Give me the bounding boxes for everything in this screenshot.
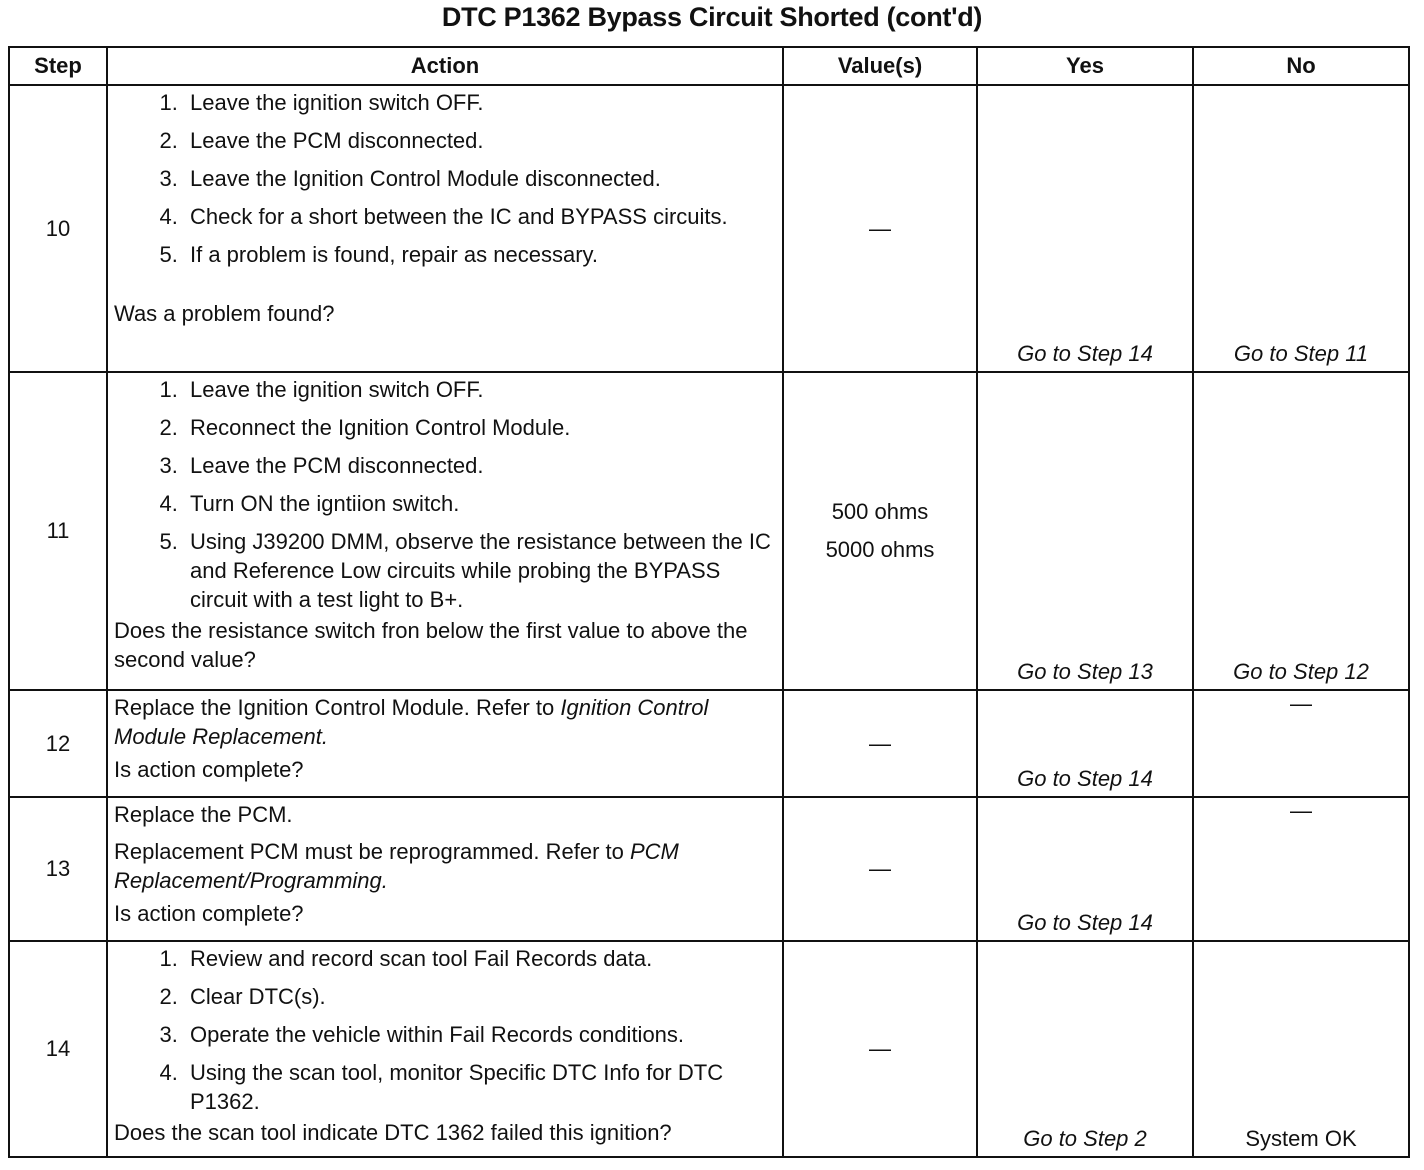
action-steps [114,944,776,1116]
step-number: 10 [9,85,107,372]
value-cell: — [783,690,977,797]
reference-link: Ignition Control Module Replacement. [114,695,709,749]
no-cell: — [1193,797,1409,941]
action-question: Is action complete? [114,757,304,782]
action-cell [107,85,783,372]
yes-cell [977,372,1193,690]
action-step: 5. Using J39200 DMM, observe the resistance between the IC and Reference Low circuits while probing the BYPASS circuit with a test light to B+. [184,527,776,614]
action-step: 1. Review and record scan tool Fail Records data. [184,944,776,973]
table-row-step-14 [9,941,1409,1157]
reference-link: PCM Replacement/Programming. [114,839,679,893]
action-step: 3. Operate the vehicle within Fail Records conditions. [184,1020,776,1049]
value-low: 500 ohms [831,499,929,524]
action-step: 1. Leave the ignition switch OFF. [184,88,776,117]
action-step: 3. Leave the Ignition Control Module disconnected. [184,164,776,193]
action-line: Replace the PCM. [114,802,293,827]
page-title: DTC P1362 Bypass Circuit Shorted (cont'd) [441,2,983,32]
table-row-step-12 [9,690,1409,797]
action-cell [107,941,783,1157]
value-high: 5000 ohms [825,537,935,562]
action-step: 3. Leave the PCM disconnected. [184,451,776,480]
action-steps [114,375,776,614]
col-header-step: Step [9,47,107,85]
table-row-step-11 [9,372,1409,690]
value-cell [783,372,977,690]
action-question: Does the scan tool indicate DTC 1362 failed this ignition? [114,1120,672,1145]
action-sentence: Replacement PCM must be reprogrammed. Refer to [114,839,630,864]
action-step: 2. Reconnect the Ignition Control Module. [184,413,776,442]
action-question: Is action complete? [114,901,304,926]
action-sentence: Replace the Ignition Control Module. Refer to [114,695,561,720]
table-row-step-13 [9,797,1409,941]
action-cell [107,372,783,690]
yes-cell [977,85,1193,372]
value-cell: — [783,797,977,941]
yes-cell [977,941,1193,1157]
action-step: 4. Using the scan tool, monitor Specific DTC Info for DTC P1362. [184,1058,776,1116]
no-cell [1193,85,1409,372]
action-step: 5. If a problem is found, repair as necessary. [184,240,776,269]
action-text [114,837,776,895]
action-step: 4. Turn ON the igntiion switch. [184,489,776,518]
yes-goto: Go to Step 14 [1017,341,1153,366]
yes-goto: Go to Step 14 [1017,910,1153,935]
no-goto: Go to Step 11 [1233,341,1369,366]
yes-goto: Go to Step 13 [1017,659,1153,684]
col-header-values: Value(s) [783,47,977,85]
col-header-no: No [1193,47,1409,85]
step-number: 13 [9,797,107,941]
yes-cell [977,797,1193,941]
no-result: System OK [1245,1126,1357,1151]
action-text [114,693,776,751]
action-cell [107,690,783,797]
action-step: 1. Leave the ignition switch OFF. [184,375,776,404]
step-number: 12 [9,690,107,797]
yes-goto: Go to Step 2 [1023,1126,1147,1151]
action-step: 2. Leave the PCM disconnected. [184,126,776,155]
action-question: Does the resistance switch fron below the first value to above the second value? [114,618,748,672]
step-number: 14 [9,941,107,1157]
value-cell: — [783,85,977,372]
diagnostic-table [8,46,1410,1158]
step-number: 11 [9,372,107,690]
action-question: Was a problem found? [114,301,335,326]
yes-goto: Go to Step 14 [1017,766,1153,791]
no-cell [1193,372,1409,690]
action-step: 2. Clear DTC(s). [184,982,776,1011]
yes-cell [977,690,1193,797]
action-cell [107,797,783,941]
col-header-action: Action [107,47,783,85]
action-step: 4. Check for a short between the IC and BYPASS circuits. [184,202,776,231]
col-header-yes: Yes [977,47,1193,85]
no-goto: Go to Step 12 [1233,659,1369,684]
header-row [9,47,1409,85]
table-row-step-10 [9,85,1409,372]
action-steps [114,88,776,269]
no-cell: — [1193,690,1409,797]
value-cell: — [783,941,977,1157]
no-cell [1193,941,1409,1157]
